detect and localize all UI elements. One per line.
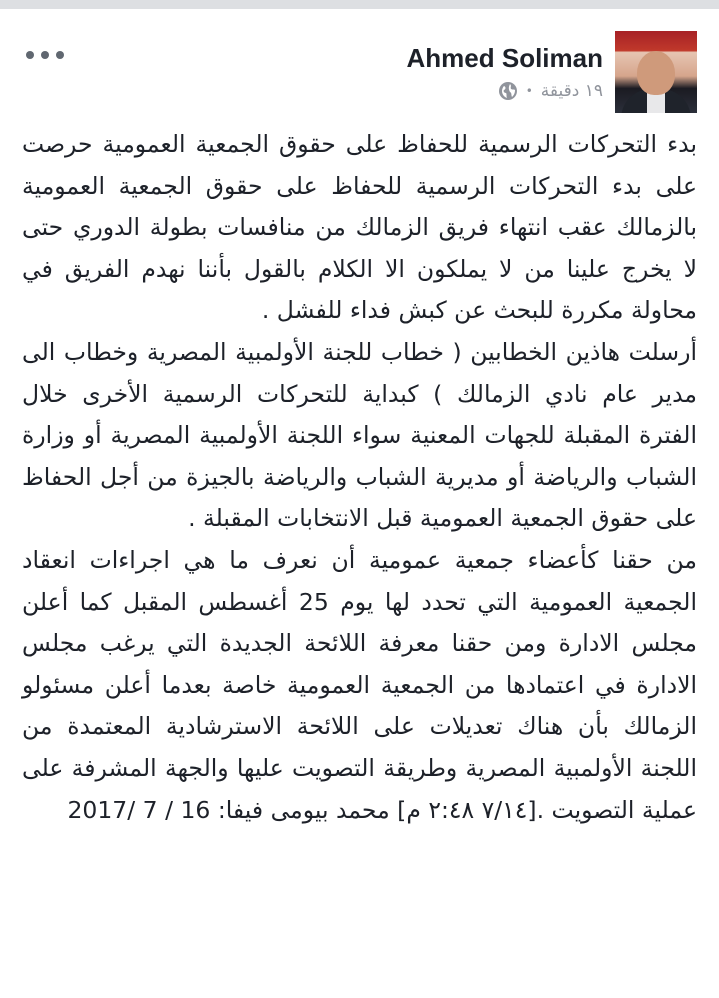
post-paragraph: أرسلت هاذين الخطابين ( خطاب للجنة الأولمبية المصرية وخطاب الى مدير عام نادي الزمالك ) كبداية للتحركات الرسمية الأخرى خلال الفترة المقبلة للجهات المعنية سواء اللجنة الأولمبية المصرية أو وزارة الشباب والرياضة أو مديرية الشباب والرياضة بالجيزة من أجل الحفاظ على حقوق الجمعية العمومية قبل الانتخابات المقبلة . [22,337,697,533]
more-options-dot [56,51,64,59]
post-body [22,124,697,831]
more-options-icon [26,51,34,59]
avatar-head [637,51,675,95]
post-meta [498,81,603,101]
top-divider [0,0,719,9]
author-name[interactable]: Ahmed Soliman [406,43,603,73]
avatar[interactable] [615,31,697,113]
globe-icon[interactable] [498,81,518,101]
post-time[interactable]: ١٩ دقيقة [540,81,603,101]
more-options-dot [41,51,49,59]
meta-separator: • [525,84,533,98]
post-paragraph: من حقنا كأعضاء جمعية عمومية أن نعرف ما هي اجراءات انعقاد الجمعية العمومية التي تحدد لها يوم 25 أغسطس المقبل كما أعلن مجلس الادارة ومن حقنا معرفة اللائحة الجديدة التي يرغب مجلس الادارة في اعتمادها من الجمعية العمومية خاصة بعدما أعلن مسئولو الزمالك بأن هناك تعديلات على اللائحة الاسترشادية المعتمدة من اللجنة الأولمبية المصرية وطريقة التصويت عليها والجهة المشرفة على عملية التصويت .[٧/١٤ ٢:٤٨ م] محمد بيومى فيفا: 16 / 7 /2017 [22,545,697,824]
post-header [0,9,719,119]
post-paragraph: بدء التحركات الرسمية للحفاظ على حقوق الجمعية العمومية حرصت على بدء التحركات الرسمية للحفاظ على حقوق الجمعية العمومية بالزمالك عقب انتهاء فريق الزمالك من منافسات بطولة الدوري حتى لا يخرج علينا من لا يملكون الا الكلام بالقول بأننا نهدم الفريق في محاولة مكررة للبحث عن كبش فداء للفشل . [22,130,697,325]
more-options-button[interactable] [26,37,86,73]
